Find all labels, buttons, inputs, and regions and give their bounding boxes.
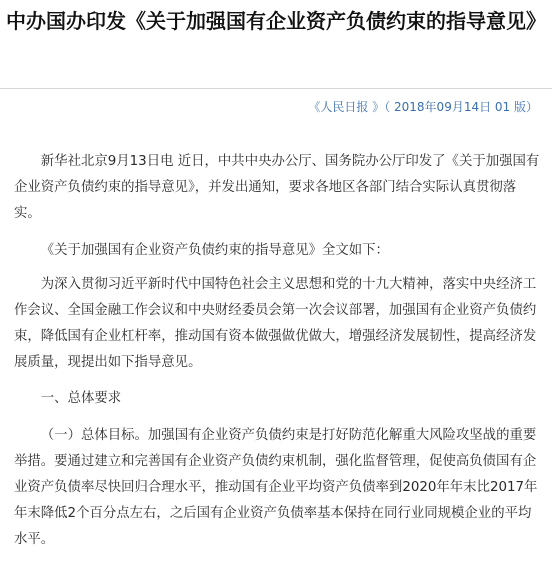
paragraph-intro: 新华社北京9月13日电 近日，中共中央办公厅、国务院办公厅印发了《关于加强国有企业资产负债约束的指导意见》，并发出通知，要求各地区各部门结合实际认真贯彻落实。 (14, 154, 540, 221)
source-link[interactable]: 人民日报 (320, 100, 369, 114)
title-divider (0, 88, 552, 89)
section-heading: 一、总体要求 (40, 391, 122, 406)
paragraph-preamble: 为深入贯彻习近平新时代中国特色社会主义思想和党的十九大精神，落实中央经济工作会议、全国金融工作会议和中央财经委员会第一次会议部署，加强国有企业资产负债约束，降低国有企业杠杆率，推动国有资本做强做优做大，增强经济发展韧性，提高经济发展质量，现提出如下指导意见。 (14, 277, 537, 370)
paragraph-fulltext-note: 《关于加强国有企业资产负债约束的指导意见》全文如下： (40, 243, 389, 258)
article-title: 中办国办印发《关于加强国有企业资产负债约束的指导意见》 (6, 9, 546, 33)
paragraph-overall-goal: （一）总体目标。加强国有企业资产负债约束是打好防范化解重大风险攻坚战的重要举措。要通过建立和完善国有企业资产负债约束机制，强化监督管理，促使高负债国有企业资产负债率尽快回归合理水平，推动国有企业平均资产负债率到2020年年末比2017年年末降低2个百分点左右，之后国有企业资产负债率基本保持在同行业同规模企业的平均水平。 (14, 428, 538, 547)
source-date: 》（ 2018年09月14日 01 版） (368, 100, 538, 114)
source-prefix: 《 (308, 100, 321, 114)
source-line (308, 98, 538, 116)
